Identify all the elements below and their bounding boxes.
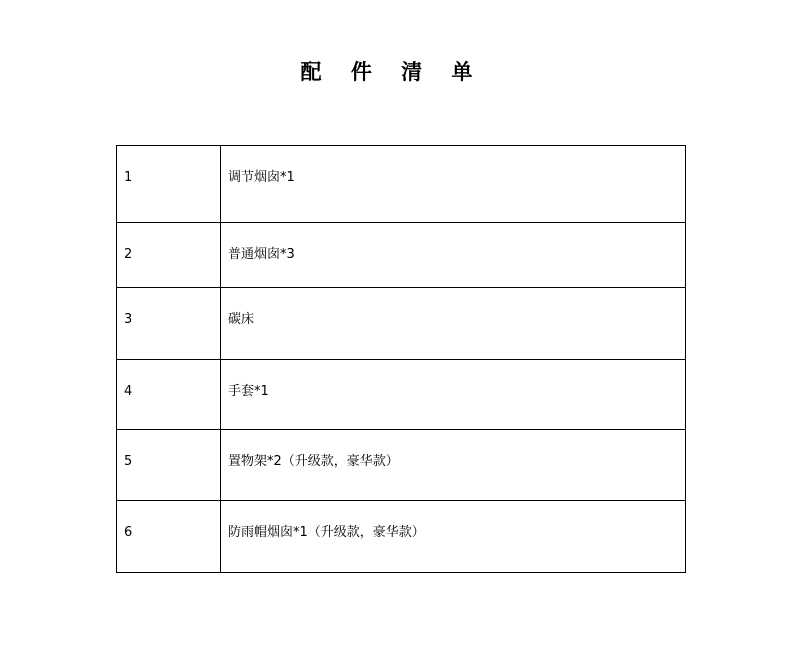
row-number: 3	[124, 312, 133, 327]
row-number: 1	[124, 170, 133, 185]
table-row	[117, 501, 686, 573]
item-cell	[221, 223, 686, 288]
row-number: 5	[124, 454, 133, 469]
table-row	[117, 146, 686, 223]
item-name: 防雨帽烟囱*1（升级款，豪华款）	[228, 525, 425, 540]
row-number-cell	[117, 288, 221, 360]
row-number-cell	[117, 430, 221, 501]
row-number-cell	[117, 146, 221, 223]
table-row	[117, 430, 686, 501]
item-cell	[221, 146, 686, 223]
item-name: 置物架*2（升级款，豪华款）	[228, 454, 399, 469]
parts-table	[116, 145, 686, 573]
item-name: 调节烟囱*1	[228, 170, 295, 185]
page-title: 配 件 清 单	[300, 59, 484, 84]
row-number-cell	[117, 501, 221, 573]
row-number-cell	[117, 360, 221, 430]
item-cell	[221, 501, 686, 573]
table-row	[117, 223, 686, 288]
item-cell	[221, 288, 686, 360]
item-name: 手套*1	[228, 384, 269, 399]
row-number: 2	[124, 247, 133, 262]
item-name: 普通烟囱*3	[228, 247, 295, 262]
table-row	[117, 288, 686, 360]
table-row	[117, 360, 686, 430]
item-cell	[221, 360, 686, 430]
item-name: 碳床	[228, 312, 255, 327]
row-number-cell	[117, 223, 221, 288]
row-number: 4	[124, 384, 133, 399]
row-number: 6	[124, 525, 133, 540]
item-cell	[221, 430, 686, 501]
